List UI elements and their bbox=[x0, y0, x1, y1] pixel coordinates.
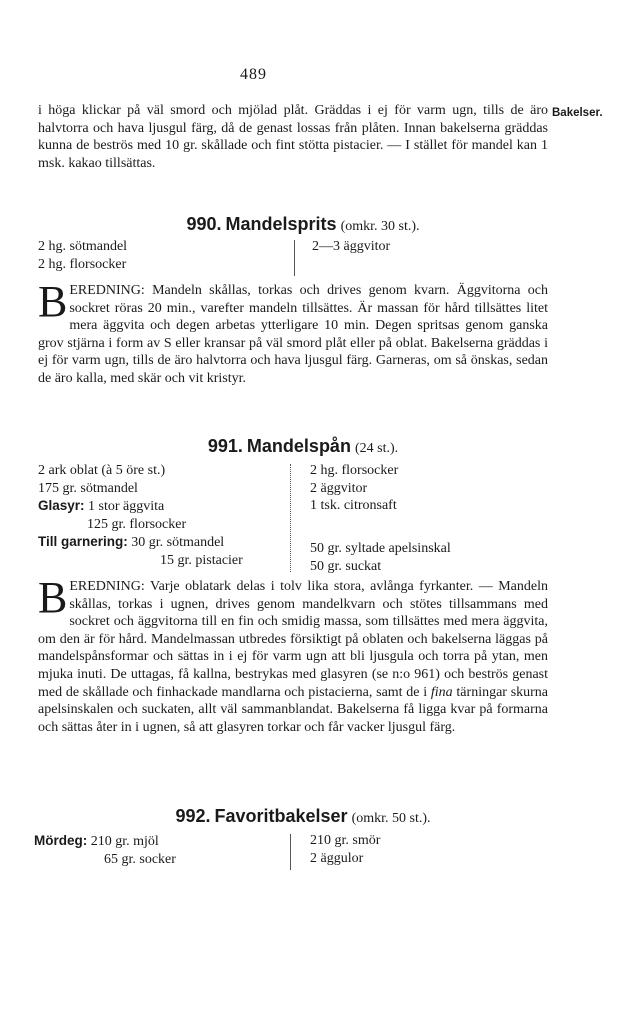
ingredient: 2 äggulor bbox=[310, 850, 364, 866]
ingredient: 175 gr. sötmandel bbox=[38, 480, 138, 496]
page-number: 489 bbox=[240, 66, 267, 83]
column-divider bbox=[290, 464, 291, 572]
ingredient: 125 gr. florsocker bbox=[87, 516, 187, 532]
ingredient: 2 äggvitor bbox=[310, 480, 368, 496]
recipe-yield: (omkr. 30 st.). bbox=[340, 219, 420, 234]
recipe-title: Favoritbakelser bbox=[214, 806, 348, 826]
glaze-label: Glasyr: bbox=[38, 498, 85, 514]
ingredient: 50 gr. syltade apelsinskal bbox=[310, 541, 451, 556]
drop-cap: B bbox=[38, 277, 68, 326]
column-divider bbox=[290, 834, 291, 870]
intro-paragraph: i höga klickar på väl smord och mjölad plåt. Gräddas i ej för varm ugn, tills de äro halvtorra och hava ljusgul färg, då de genast lossas från plåten. Innan bakelserna gräddas kunna de beströs med 10 gr. skållade och fint stötta pistacier. — I stället för mandel kan 1 msk. kakao tillsättas. bbox=[38, 103, 548, 171]
recipe-number: 992. bbox=[175, 806, 211, 826]
dough-row bbox=[34, 832, 176, 851]
recipe-yield: (24 st.). bbox=[354, 441, 399, 456]
margin-note: Bakelser. bbox=[552, 107, 603, 119]
ingredient: 210 gr. mjöl bbox=[90, 834, 159, 849]
ingredients-right-992 bbox=[310, 832, 380, 867]
ingredients-right-991 bbox=[310, 462, 398, 515]
method-text: EREDNING: Varje oblatark delas i tolv lika stora, avlånga fyrkanter. — Mandeln skållas, torkas i ugnen, drives genom mandelkvarn och stötes tillsammans med sockret och äggvitorna till en fin och smidig massa, som tillsättes med mera äggvita, om den är för hård. Mandelmassan utbredes försiktigt på oblaten och bakelserna läggas på mandelspånsformar och sättas in i ej för varm ugn att bli ljusgula och torra på ytan, men mjuka inuti. De uttagas, få kallna, bestrykas med glasyren (se n:o 961) och beströs genast med de skållade och finhackade mandlarna och pistacierna, samt de i bbox=[38, 579, 548, 700]
method-text: tärningar skurna apelsinskalen och suckaten, allt väl sammanblandat. Bakelserna få ligga kvar på formarna och sättas åter in i ugnen, så att glasyren torkar och får vacker ljusgul färg. bbox=[38, 684, 549, 735]
method-paragraph-991 bbox=[38, 573, 549, 736]
ingredients-left-990 bbox=[38, 238, 127, 273]
ingredients-left-991 bbox=[38, 462, 243, 570]
ingredient: 30 gr. sötmandel bbox=[131, 535, 225, 551]
recipe-title: Mandelsprits bbox=[225, 214, 337, 234]
method-paragraph-990 bbox=[38, 277, 548, 388]
ingredient: 65 gr. socker bbox=[104, 851, 176, 867]
ingredients-right-990 bbox=[312, 238, 390, 256]
recipe-title: Mandelspån bbox=[246, 436, 351, 456]
drop-cap: B bbox=[38, 573, 68, 622]
ingredient: 210 gr. smör bbox=[310, 833, 381, 848]
ingredient: 1 tsk. citronsaft bbox=[310, 498, 397, 514]
recipe-yield: (omkr. 50 st.). bbox=[351, 811, 431, 826]
dough-label: Mördeg: bbox=[34, 833, 88, 848]
emphasis: fina bbox=[430, 684, 453, 700]
ingredient: 50 gr. suckat bbox=[310, 558, 382, 574]
ingredient: 1 stor äggvita bbox=[88, 499, 165, 515]
recipe-number: 991. bbox=[207, 436, 243, 456]
method-text: EREDNING: Mandeln skållas, torkas och drives genom kvarn. Äggvitorna och sockret röras 20 min., varefter mandeln tillsättes. Är massan för hård tillsättes litet mera äggvita och degen arbetas ytterligare 10 min. Degen spritsas genom ganska grov stjärna i form av S eller kransar på väl smord plåt eller på oblat. Bakelserna gräddas i ej för varm ugn, tills de äro halvtorra och hava ljusgul färg. Garneras, om så önskas, sedan de äro kalla, med skär och vit kristyr. bbox=[38, 283, 548, 386]
ingredient: 15 gr. pistacier bbox=[160, 552, 243, 568]
garnish-right-991 bbox=[310, 540, 451, 575]
garnish-label: Till garnering: bbox=[38, 534, 128, 550]
recipe-heading-991 bbox=[48, 436, 558, 457]
recipe-heading-990 bbox=[48, 214, 558, 235]
ingredient: 2 ark oblat (à 5 öre st.) bbox=[38, 463, 166, 478]
ingredient: 2 hg. florsocker bbox=[310, 463, 399, 478]
column-divider bbox=[294, 240, 295, 276]
recipe-number: 990. bbox=[186, 214, 222, 234]
recipe-heading-992 bbox=[48, 806, 558, 827]
ingredients-left-992 bbox=[34, 832, 176, 868]
garnish-row bbox=[38, 533, 243, 552]
ingredient: 2 hg. florsocker bbox=[38, 256, 127, 272]
ingredient: 2 hg. sötmandel bbox=[38, 239, 128, 254]
ingredient: 2—3 äggvitor bbox=[312, 239, 391, 254]
glaze-row bbox=[38, 497, 243, 516]
